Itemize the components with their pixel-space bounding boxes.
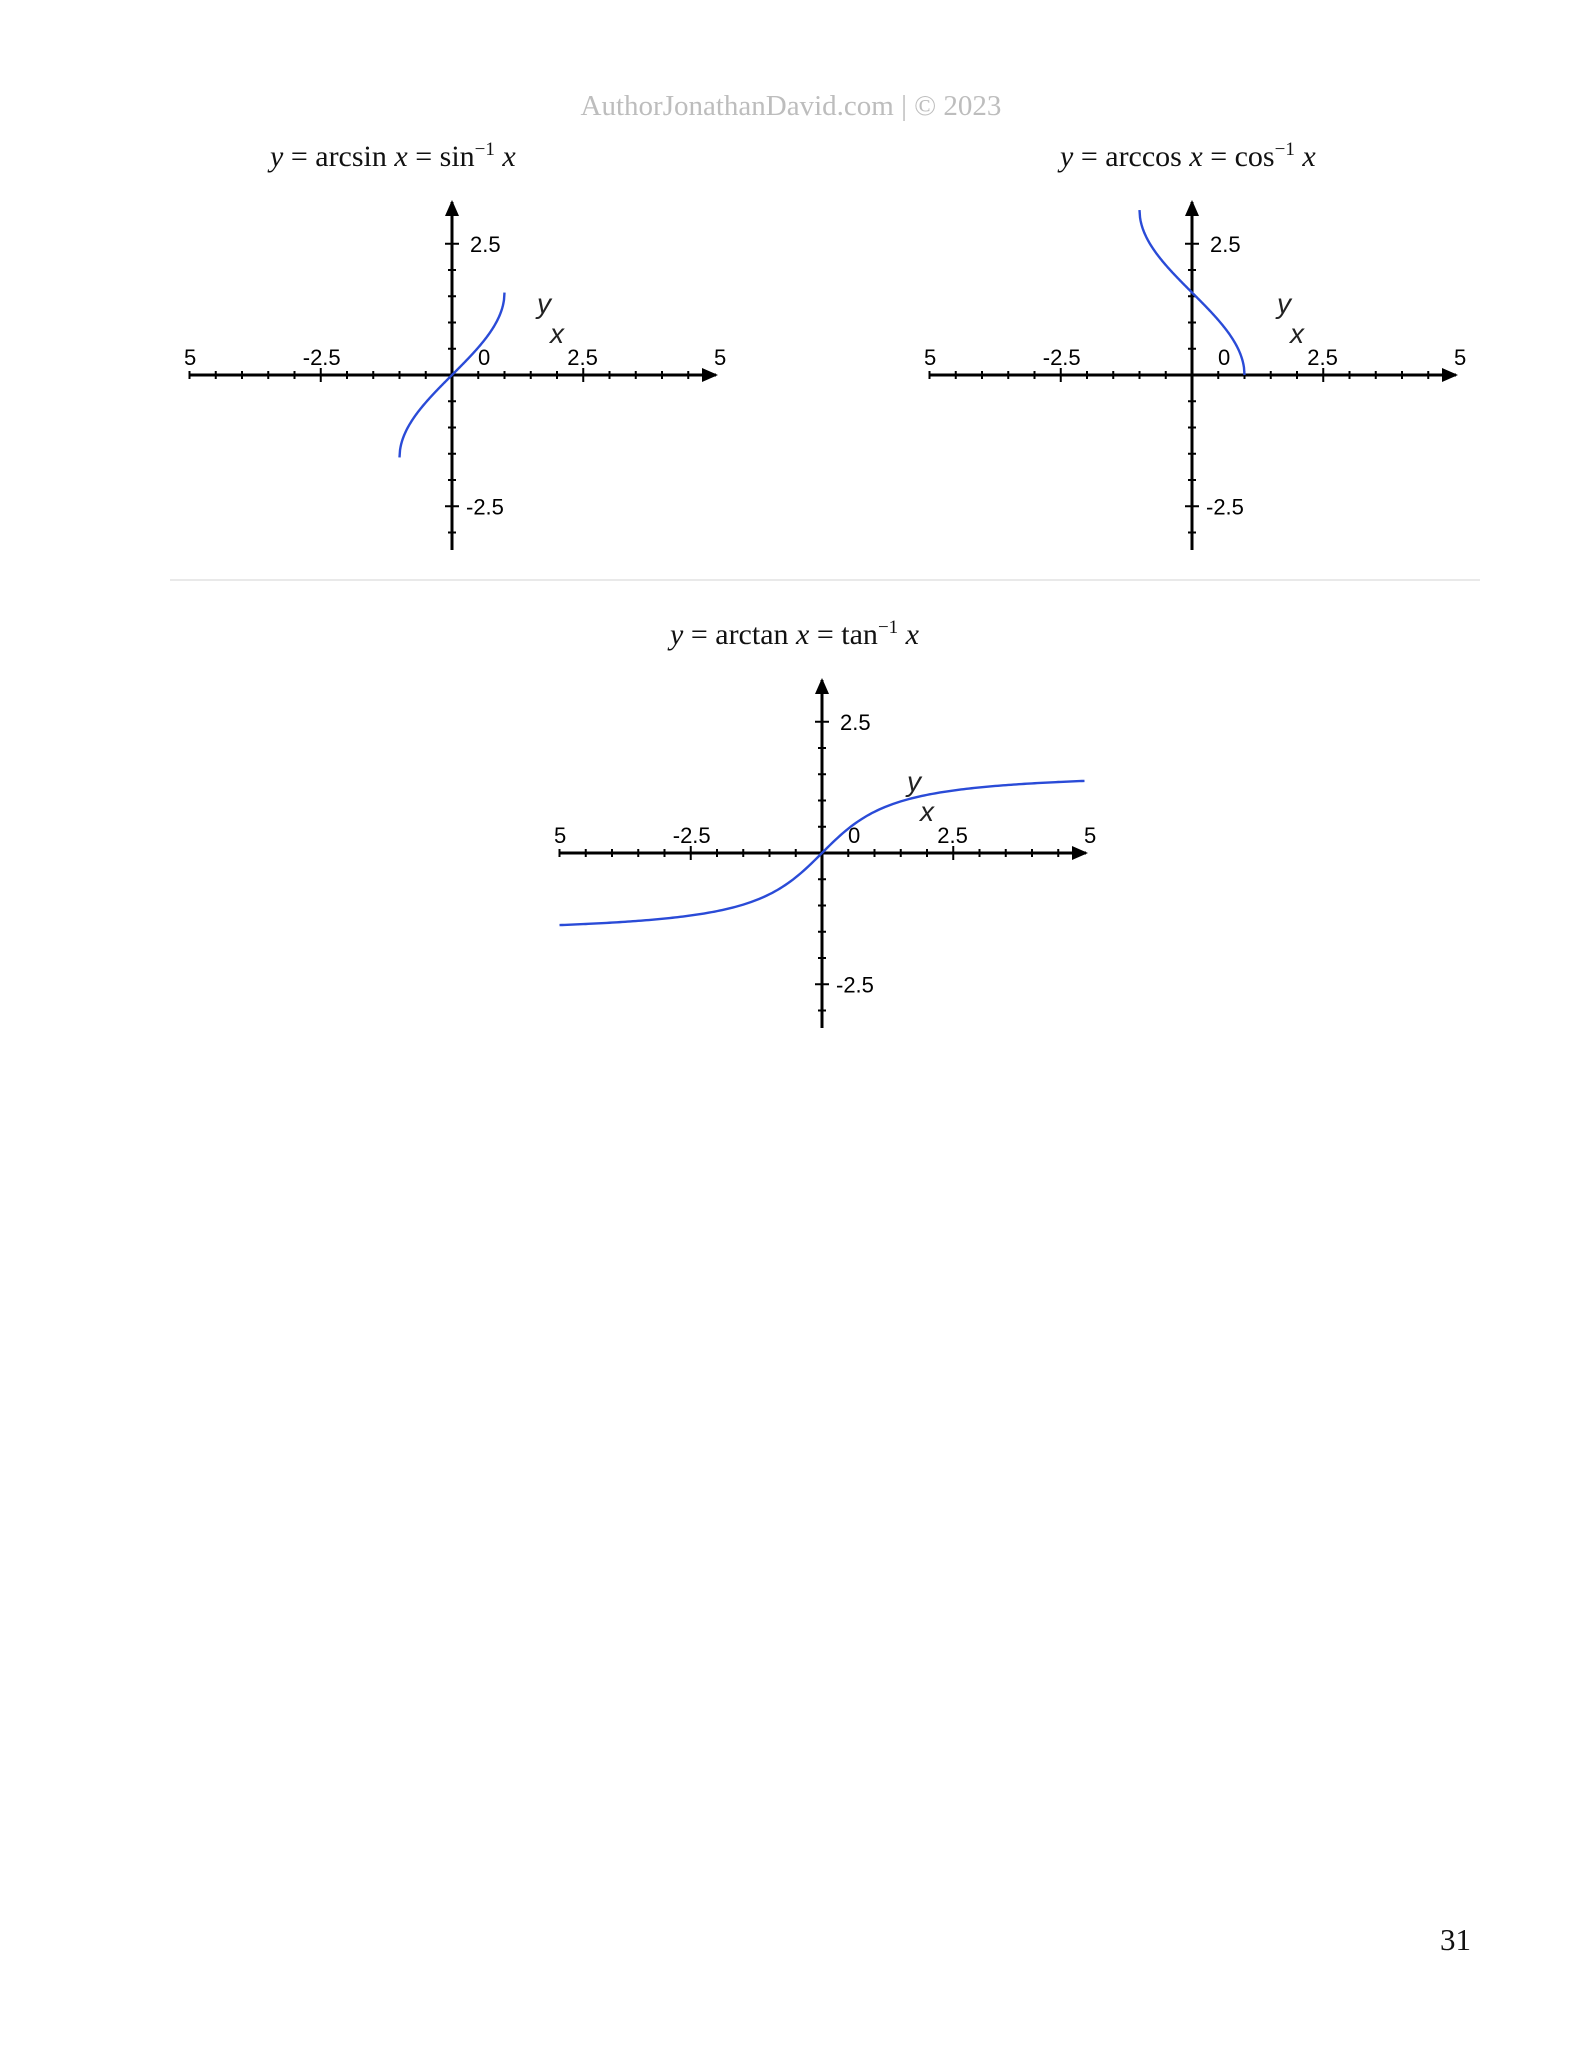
chart-arctan [554,617,1097,1028]
y-axis-arrow [815,678,829,694]
chart-arccos [924,139,1467,550]
tick-label-x-neg: -2.5 [302,345,341,370]
title-part-sup: −1 [474,139,495,160]
tick-label-y-neg: -2.5 [466,494,504,520]
y-axis-arrow [1185,200,1199,216]
page-header: AuthorJonathanDavid.com | © 2023 [580,90,1002,122]
tick-label-origin: 0 [478,345,491,370]
chart-title [670,618,919,652]
tick-label-x-left-end: 5 [184,345,197,370]
title-part-eq1: = arcsin [283,140,395,173]
title-part-eq1: = arctan [683,618,797,651]
x-axis-arrow [702,368,718,382]
title-part-sup: −1 [877,617,899,638]
tick-label-y-neg: -2.5 [1206,494,1244,520]
title-part-mid: x [796,618,810,651]
title-part-lhs: y [1060,140,1074,173]
tick-label-x-right-end: 5 [1084,823,1097,848]
title-part-lhs: y [270,140,284,173]
title-part-sup: −1 [1274,139,1295,160]
title-part-eq2: = sin [407,140,475,173]
tick-label-y-pos: 2.5 [470,231,501,257]
title-part-mid: x [394,140,408,173]
title-part-eq2: = tan [809,618,878,651]
chart-svg [554,678,1097,1028]
chart-arcsin [184,139,727,550]
chart-title [1060,140,1316,174]
tick-label-x-neg: -2.5 [672,823,711,848]
tick-label-origin: 0 [848,823,861,848]
tick-label-x-right-end: 5 [1454,345,1467,370]
tick-label-y-neg: -2.5 [836,972,874,998]
x-axis-arrow [1072,846,1088,860]
y-axis-arrow [445,200,459,216]
tick-label-x-pos: 2.5 [567,345,598,370]
tick-label-x-left-end: 5 [924,345,937,370]
axis-label-y: y [1277,288,1291,319]
tick-label-y-pos: 2.5 [840,709,871,735]
axis-label-y: y [907,766,921,797]
tick-label-x-pos: 2.5 [1307,345,1338,370]
title-part-rhs: x [1294,140,1316,173]
page-number: 31 [1440,1922,1471,1957]
axis-label-x: x [1290,318,1304,349]
axis-label-x: x [920,796,934,827]
title-part-lhs: y [670,618,684,651]
tick-label-x-neg: -2.5 [1042,345,1081,370]
tick-label-y-pos: 2.5 [1210,231,1241,257]
chart-svg [924,200,1467,550]
x-axis-arrow [1442,368,1458,382]
title-part-eq2: = cos [1202,140,1275,173]
title-part-eq1: = arccos [1073,140,1190,173]
axis-label-y: y [537,288,551,319]
axis-label-x: x [550,318,564,349]
title-part-rhs: x [898,618,919,651]
chart-svg [184,200,727,550]
title-part-rhs: x [494,140,516,173]
section-divider [170,579,1480,581]
tick-label-x-left-end: 5 [554,823,567,848]
chart-title [270,140,516,174]
title-part-mid: x [1189,140,1203,173]
tick-label-origin: 0 [1218,345,1231,370]
tick-label-x-right-end: 5 [714,345,727,370]
tick-label-x-pos: 2.5 [937,823,968,848]
